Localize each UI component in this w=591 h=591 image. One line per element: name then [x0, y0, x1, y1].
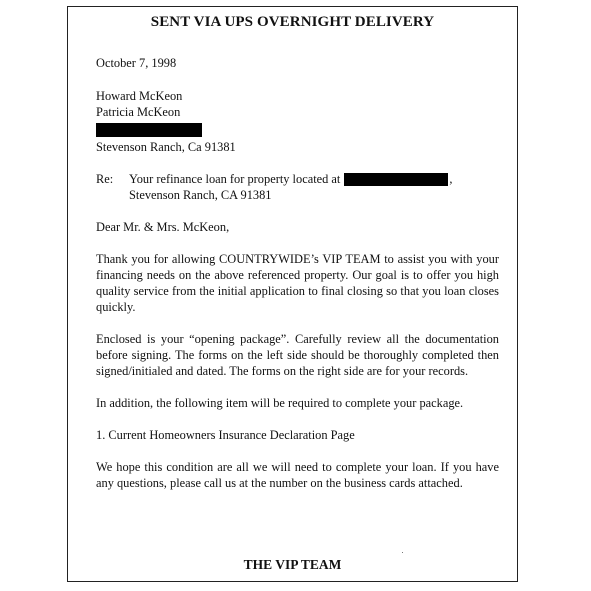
paragraph-package: Enclosed is your “opening package”. Carefully review all the documentation before signing. The forms on the left side should be thoroughly completed then signed/initialed and dated. The forms on the right side are for your records. — [96, 332, 499, 378]
recipient-name-1: Howard McKeon — [96, 89, 183, 103]
recipient-address — [96, 88, 499, 155]
re-line-1 — [129, 171, 499, 187]
re-line-1-text: Your refinance loan for property located at — [129, 172, 341, 186]
letter-date: October 7, 1998 — [96, 56, 177, 70]
redacted-street-line — [96, 120, 499, 136]
redaction-bar — [96, 123, 202, 137]
re-line — [96, 171, 499, 203]
recipient-city: Stevenson Ranch, Ca 91381 — [96, 140, 236, 154]
paragraph-closing: We hope this condition are all we will need to complete your loan. If you have any questions, please call us at the number on the business cards attached. — [96, 460, 499, 490]
salutation: Dear Mr. & Mrs. McKeon, — [96, 220, 230, 234]
letter-header: SENT VIA UPS OVERNIGHT DELIVERY — [150, 14, 435, 30]
scan-speck — [402, 552, 403, 553]
required-item: 1. Current Homeowners Insurance Declaration Page — [96, 428, 355, 442]
paragraph-requirements: In addition, the following item will be required to complete your package. — [96, 396, 464, 410]
recipient-name-2: Patricia McKeon — [96, 105, 181, 119]
re-line-1-end: , — [449, 172, 453, 186]
paragraph-intro: Thank you for allowing COUNTRYWIDE’s VIP TEAM to assist you with your financing needs on the above referenced property. Our goal is to offer you high quality service from the initial application to final closing so that you loan closes quickly. — [96, 252, 499, 314]
letter-body — [96, 55, 499, 491]
re-line-2: Stevenson Ranch, CA 91381 — [129, 188, 272, 202]
letter-signature: THE VIP TEAM — [243, 557, 342, 572]
re-text — [129, 171, 499, 203]
redaction-bar — [344, 173, 448, 186]
letter-page — [67, 6, 518, 582]
re-label: Re: — [96, 172, 114, 186]
